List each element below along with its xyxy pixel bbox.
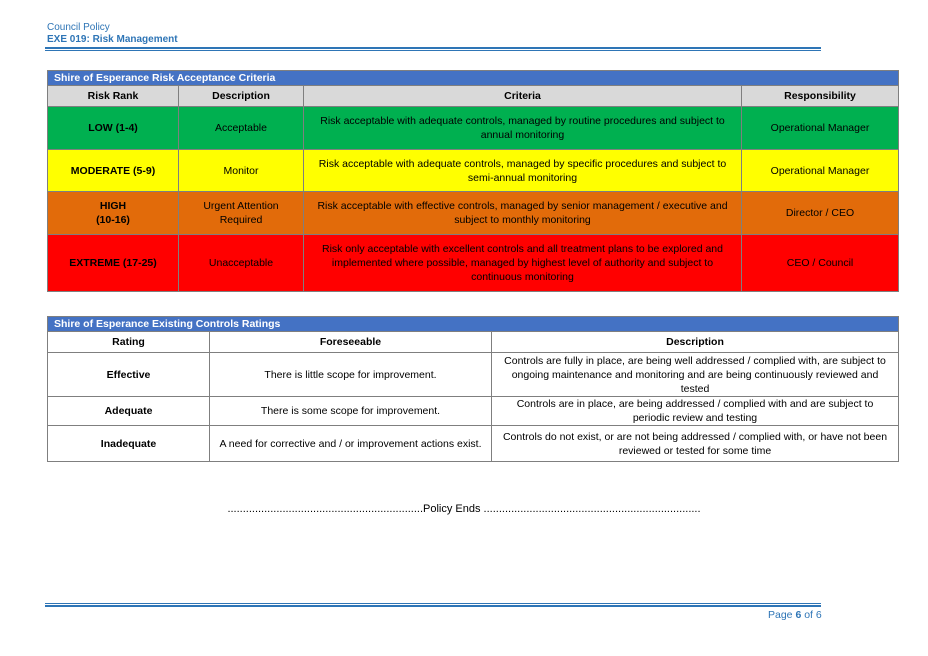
risk-acceptance-table (47, 70, 899, 292)
footer-rule-thin (45, 603, 821, 604)
description-cell: Monitor (179, 150, 304, 192)
table-row (48, 235, 899, 292)
description-cell: Controls do not exist, or are not being addressed / complied with, or have not been reviewed or tested for some time (492, 426, 899, 462)
responsibility-cell: Operational Manager (742, 150, 899, 192)
existing-controls-table (47, 316, 899, 462)
description-cell: Controls are in place, are being addressed / complied with and are subject to periodic review and testing (492, 397, 899, 426)
responsibility-cell: Director / CEO (742, 192, 899, 235)
table-row (48, 426, 899, 462)
description-cell: Urgent Attention Required (179, 192, 304, 235)
description-cell: Controls are fully in place, are being well addressed / complied with, are subject to ongoing maintenance and monitoring and are being continuously reviewed and tested (492, 353, 899, 397)
column-header: Criteria (304, 86, 742, 107)
column-header: Description (492, 332, 899, 353)
criteria-cell: Risk only acceptable with excellent controls and all treatment plans to be explored and implemented where possible, managed by highest level of authority and subject to continuous monitoring (304, 235, 742, 292)
description-cell: Unacceptable (179, 235, 304, 292)
table-row (48, 107, 899, 150)
column-header: Rating (48, 332, 210, 353)
header-rule-thin (45, 50, 821, 51)
policy-end-marker: ................................................................Policy Ends ....................................................................... (227, 503, 701, 515)
criteria-cell: Risk acceptable with effective controls, managed by senior management / executive and subject to monthly monitoring (304, 192, 742, 235)
responsibility-cell: Operational Manager (742, 107, 899, 150)
foreseeable-cell: There is little scope for improvement. (210, 353, 492, 397)
foreseeable-cell: A need for corrective and / or improvement actions exist. (210, 426, 492, 462)
table-title: Shire of Esperance Existing Controls Ratings (48, 317, 899, 332)
criteria-cell: Risk acceptable with adequate controls, managed by routine procedures and subject to annual monitoring (304, 107, 742, 150)
table-row (48, 192, 899, 235)
rating-cell: Inadequate (48, 426, 210, 462)
header-policy-type: Council Policy (47, 22, 110, 33)
page-number: Page 6 of 6 (768, 609, 822, 621)
risk-rank-cell: HIGH (10-16) (48, 192, 179, 235)
table-row (48, 150, 899, 192)
risk-rank-cell: EXTREME (17-25) (48, 235, 179, 292)
responsibility-cell: CEO / Council (742, 235, 899, 292)
risk-rank-cell: LOW (1-4) (48, 107, 179, 150)
column-header: Risk Rank (48, 86, 179, 107)
column-header: Responsibility (742, 86, 899, 107)
table-row (48, 397, 899, 426)
column-header: Foreseeable (210, 332, 492, 353)
rating-cell: Adequate (48, 397, 210, 426)
risk-rank-cell: MODERATE (5-9) (48, 150, 179, 192)
description-cell: Acceptable (179, 107, 304, 150)
header-rule (45, 47, 821, 49)
header-policy-title: EXE 019: Risk Management (47, 34, 178, 45)
rating-cell: Effective (48, 353, 210, 397)
foreseeable-cell: There is some scope for improvement. (210, 397, 492, 426)
table-title: Shire of Esperance Risk Acceptance Criteria (48, 71, 899, 86)
document-header (47, 22, 178, 46)
column-header: Description (179, 86, 304, 107)
criteria-cell: Risk acceptable with adequate controls, managed by specific procedures and subject to semi-annual monitoring (304, 150, 742, 192)
footer-rule (45, 605, 821, 607)
table-row (48, 353, 899, 397)
